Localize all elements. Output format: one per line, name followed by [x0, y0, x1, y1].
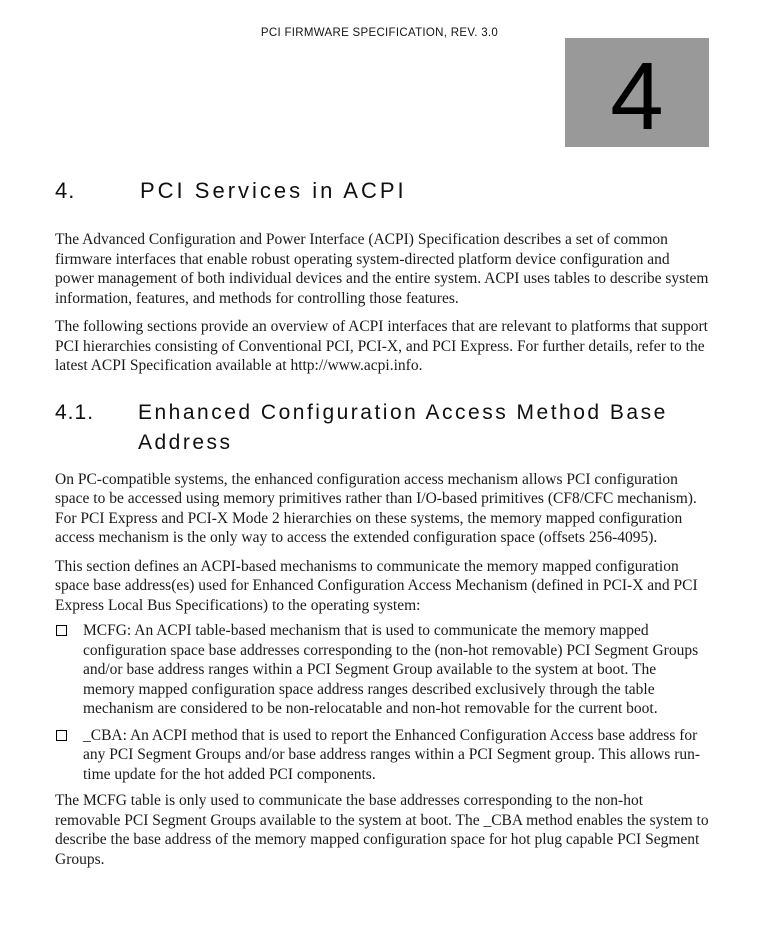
heading-number: 4.1.	[55, 400, 95, 424]
page-body	[55, 0, 710, 869]
bullet-text: _CBA: An ACPI method that is used to report the Enhanced Configuration Access base address for any PCI Segment Groups and/or base address ranges within a PCI Segment group. This allows run-time update for the hot added PCI components.	[83, 726, 701, 783]
section-heading-4-1	[55, 398, 710, 458]
heading-title: PCI Services in ACPI	[140, 178, 407, 203]
paragraph-intro-2: The following sections provide an overview of ACPI interfaces that are relevant to platforms that support PCI hierarchies consisting of Conventional PCI, PCI-X, and PCI Express. For further details, refer to the latest ACPI Specification available at http://www.acpi.info.	[55, 318, 708, 374]
paragraph-ecam-2: This section defines an ACPI-based mechanisms to communicate the memory mapped configuration space base address(es) used for Enhanced Configuration Access Mechanism (defined in PCI-X and PCI Express Local Bus Specifications) to the operating system:	[55, 557, 698, 614]
paragraph-ecam-3: The MCFG table is only used to communicate the base addresses corresponding to the non-hot removable PCI Segment Groups available to the system at boot. The _CBA method enables the system to describe the base address of the memory mapped configuration space for hot plug capable PCI Segment Groups.	[55, 792, 709, 868]
heading-number: 4.	[55, 178, 76, 203]
bullet-text: MCFG: An ACPI table-based mechanism that is used to communicate the memory mapped configuration space base addresses corresponding to the (non-hot removable) PCI Segment Groups and/or base address ranges within a PCI Segment Group available to the system at boot. The memory mapped configuration space address ranges described exclusively through the table mechanism are considered to be non-relocatable and non-hot removable for the current boot.	[83, 622, 699, 717]
running-header: PCI FIRMWARE SPECIFICATION, REV. 3.0	[260, 27, 499, 39]
bullet-item-mcfg	[55, 621, 710, 719]
heading-title: Enhanced Configuration Access Method Base Address	[138, 400, 668, 454]
bullet-list	[55, 621, 710, 784]
paragraph-ecam-1: On PC-compatible systems, the enhanced configuration access mechanism allows PCI configuration space to be accessed using memory primitives rather than I/O-based primitives (CF8/CFC mechanism). For PCI Express and PCI-X Mode 2 hierarchies on these systems, the memory mapped configuration access mechanism is the only way to access the extended configuration space (offsets 256-4095).	[55, 470, 697, 546]
ballot-box-icon	[56, 730, 67, 741]
section-heading-4	[55, 176, 710, 206]
chapter-number: 4	[610, 42, 664, 150]
bullet-item-cba	[55, 726, 710, 785]
paragraph-intro-1: The Advanced Configuration and Power Interface (ACPI) Specification describes a set of common firmware interfaces that enable robust operating system-directed platform device configuration and power management of both individual devices and the entire system. ACPI uses tables to describe system information, features, and methods for controlling those features.	[55, 231, 709, 307]
ballot-box-icon	[56, 625, 67, 636]
